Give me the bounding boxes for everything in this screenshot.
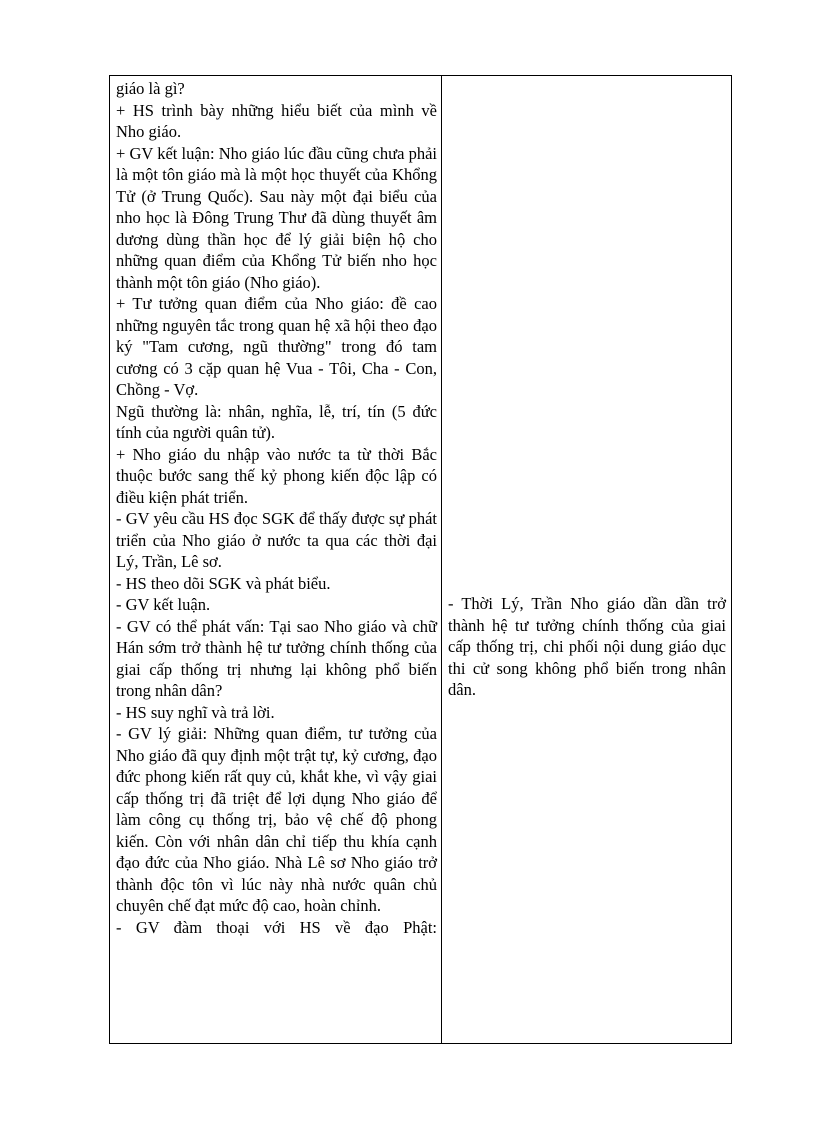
paragraph: - Thời Lý, Trần Nho giáo dần dần trở thành hệ tư tưởng chính thống của giai cấp thống trị, chi phối nội dung giáo dục thi cử song không phổ biến trong nhân dân. xyxy=(448,594,726,699)
paragraph: + Nho giáo du nhập vào nước ta từ thời Bắc thuộc bước sang thế kỷ phong kiến độc lập có điều kiện phát triển. xyxy=(116,444,437,507)
teacher-student-activity-column xyxy=(110,76,442,1043)
paragraph: - HS theo dõi SGK và phát biểu. xyxy=(116,573,331,593)
paragraph: Ngũ thường là: nhân, nghĩa, lễ, trí, tín (5 đức tính của người quân tử). xyxy=(116,401,437,442)
paragraph: - GV lý giải: Những quan điểm, tư tưởng của Nho giáo đã quy định một trật tự, kỷ cương, đạo đức phong kiến rất quy củ, khắt khe, vì vậy giai cấp thống trị đã triệt để lợi dụng Nho giáo để làm công cụ thống trị, bảo vệ chế độ phong kiến. Còn với nhân dân chỉ tiếp thu khía cạnh đạo đức của Nho giáo. Nhà Lê sơ Nho giáo trở thành độc tôn vì lúc này nhà nước quân chủ chuyên chế đạt mức độ cao, hoàn chỉnh. xyxy=(116,724,437,915)
paragraph: - GV yêu cầu HS đọc SGK để thấy được sự phát triển của Nho giáo ở nước ta qua các thời đại Lý, Trần, Lê sơ. xyxy=(116,509,437,571)
paragraph: + Tư tưởng quan điểm của Nho giáo: đề cao những nguyên tắc trong quan hệ xã hội theo đạo ký "Tam cương, ngũ thường" trong đó tam cương có 3 cặp quan hệ Vua - Tôi, Cha - Con, Chồng - Vợ. xyxy=(116,294,437,399)
paragraph: giáo là gì? xyxy=(116,79,185,98)
paragraph: + HS trình bày những hiểu biết của mình về Nho giáo. xyxy=(116,100,437,141)
lesson-table xyxy=(109,75,732,1044)
content-notes-column xyxy=(442,76,731,1043)
paragraph: - GV kết luận. xyxy=(116,595,211,614)
paragraph: + GV kết luận: Nho giáo lúc đầu cũng chưa phải là một tôn giáo mà là một học thuyết của Khổng Tử (ở Trung Quốc). Sau này một đại biểu của nho học là Đông Trung Thư đã dùng thuyết âm dương dùng thần học để lý giải biện hộ cho những quan điểm của Khổng Tử biến nho học thành một tôn giáo (Nho giáo). xyxy=(116,143,437,292)
paragraph: - HS suy nghĩ và trả lời. xyxy=(116,702,275,722)
paragraph: - GV đàm thoại với HS về đạo Phật: xyxy=(116,917,437,937)
paragraph: - GV có thể phát vấn: Tại sao Nho giáo và chữ Hán sớm trở thành hệ tư tưởng chính thống của giai cấp thống trị nhưng lại không phổ biến trong nhân dân? xyxy=(116,616,437,700)
